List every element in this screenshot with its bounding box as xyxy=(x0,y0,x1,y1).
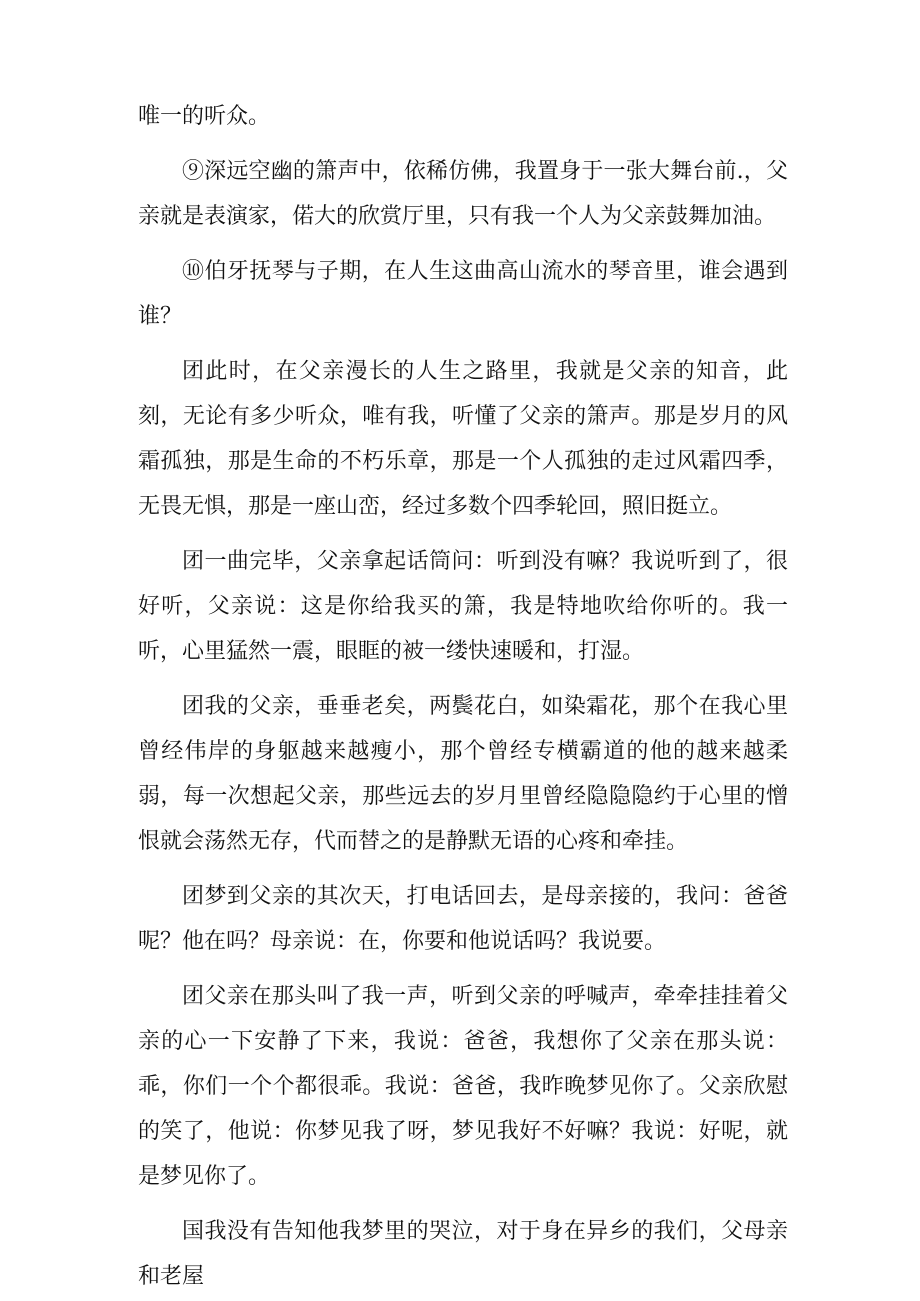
paragraph: ⑨深远空幽的箫声中，依稀仿佛，我置身于一张大舞台前.，父亲就是表演家，偌大的欣赏厅里，只有我一个人为父亲鼓舞加油。 xyxy=(138,159,788,229)
paragraph: 团一曲完毕，父亲拿起话筒问：听到没有嘛？我说听到了，很好听，父亲说：这是你给我买的箫，我是特地吹给你听的。我一听，心里猛然一震，眼眶的被一缕快速暖和，打湿。 xyxy=(138,549,788,664)
paragraph: 团父亲在那头叫了我一声，听到父亲的呼喊声，牵牵挂挂着父亲的心一下安静了下来，我说：爸爸，我想你了父亲在那头说：乖，你们一个个都很乖。我说：爸爸，我昨晚梦见你了。父亲欣慰的笑了，他说：你梦见我了呀，梦见我好不好嘛？我说：好呢，就是梦见你了。 xyxy=(138,984,788,1189)
paragraph: 团梦到父亲的其次天，打电话回去，是母亲接的，我问：爸爸呢？他在吗？母亲说：在，你要和他说话吗？我说要。 xyxy=(138,884,788,954)
paragraph: 唯一的听众。 xyxy=(138,104,271,129)
paragraph: 国我没有告知他我梦里的哭泣，对于身在异乡的我们，父母亲和老屋 xyxy=(138,1219,788,1289)
paragraph: 团我的父亲，垂垂老矣，两鬓花白，如染霜花，那个在我心里曾经伟岸的身躯越来越瘦小，那个曾经专横霸道的他的越来越柔弱，每一次想起父亲，那些远去的岁月里曾经隐隐隐约于心里的憎恨就会荡然无存，代而替之的是静默无语的心疼和牵挂。 xyxy=(138,694,788,854)
article-body xyxy=(138,94,788,1299)
paragraph: 团此时，在父亲漫长的人生之路里，我就是父亲的知音，此刻，无论有多少听众，唯有我，听懂了父亲的箫声。那是岁月的风霜孤独，那是生命的不朽乐章，那是一个人孤独的走过风霜四季，无畏无惧，那是一座山峦，经过多数个四季轮回，照旧挺立。 xyxy=(138,359,788,519)
paragraph: ⑩伯牙抚琴与子期，在人生这曲高山流水的琴音里，谁会遇到谁？ xyxy=(138,259,788,329)
